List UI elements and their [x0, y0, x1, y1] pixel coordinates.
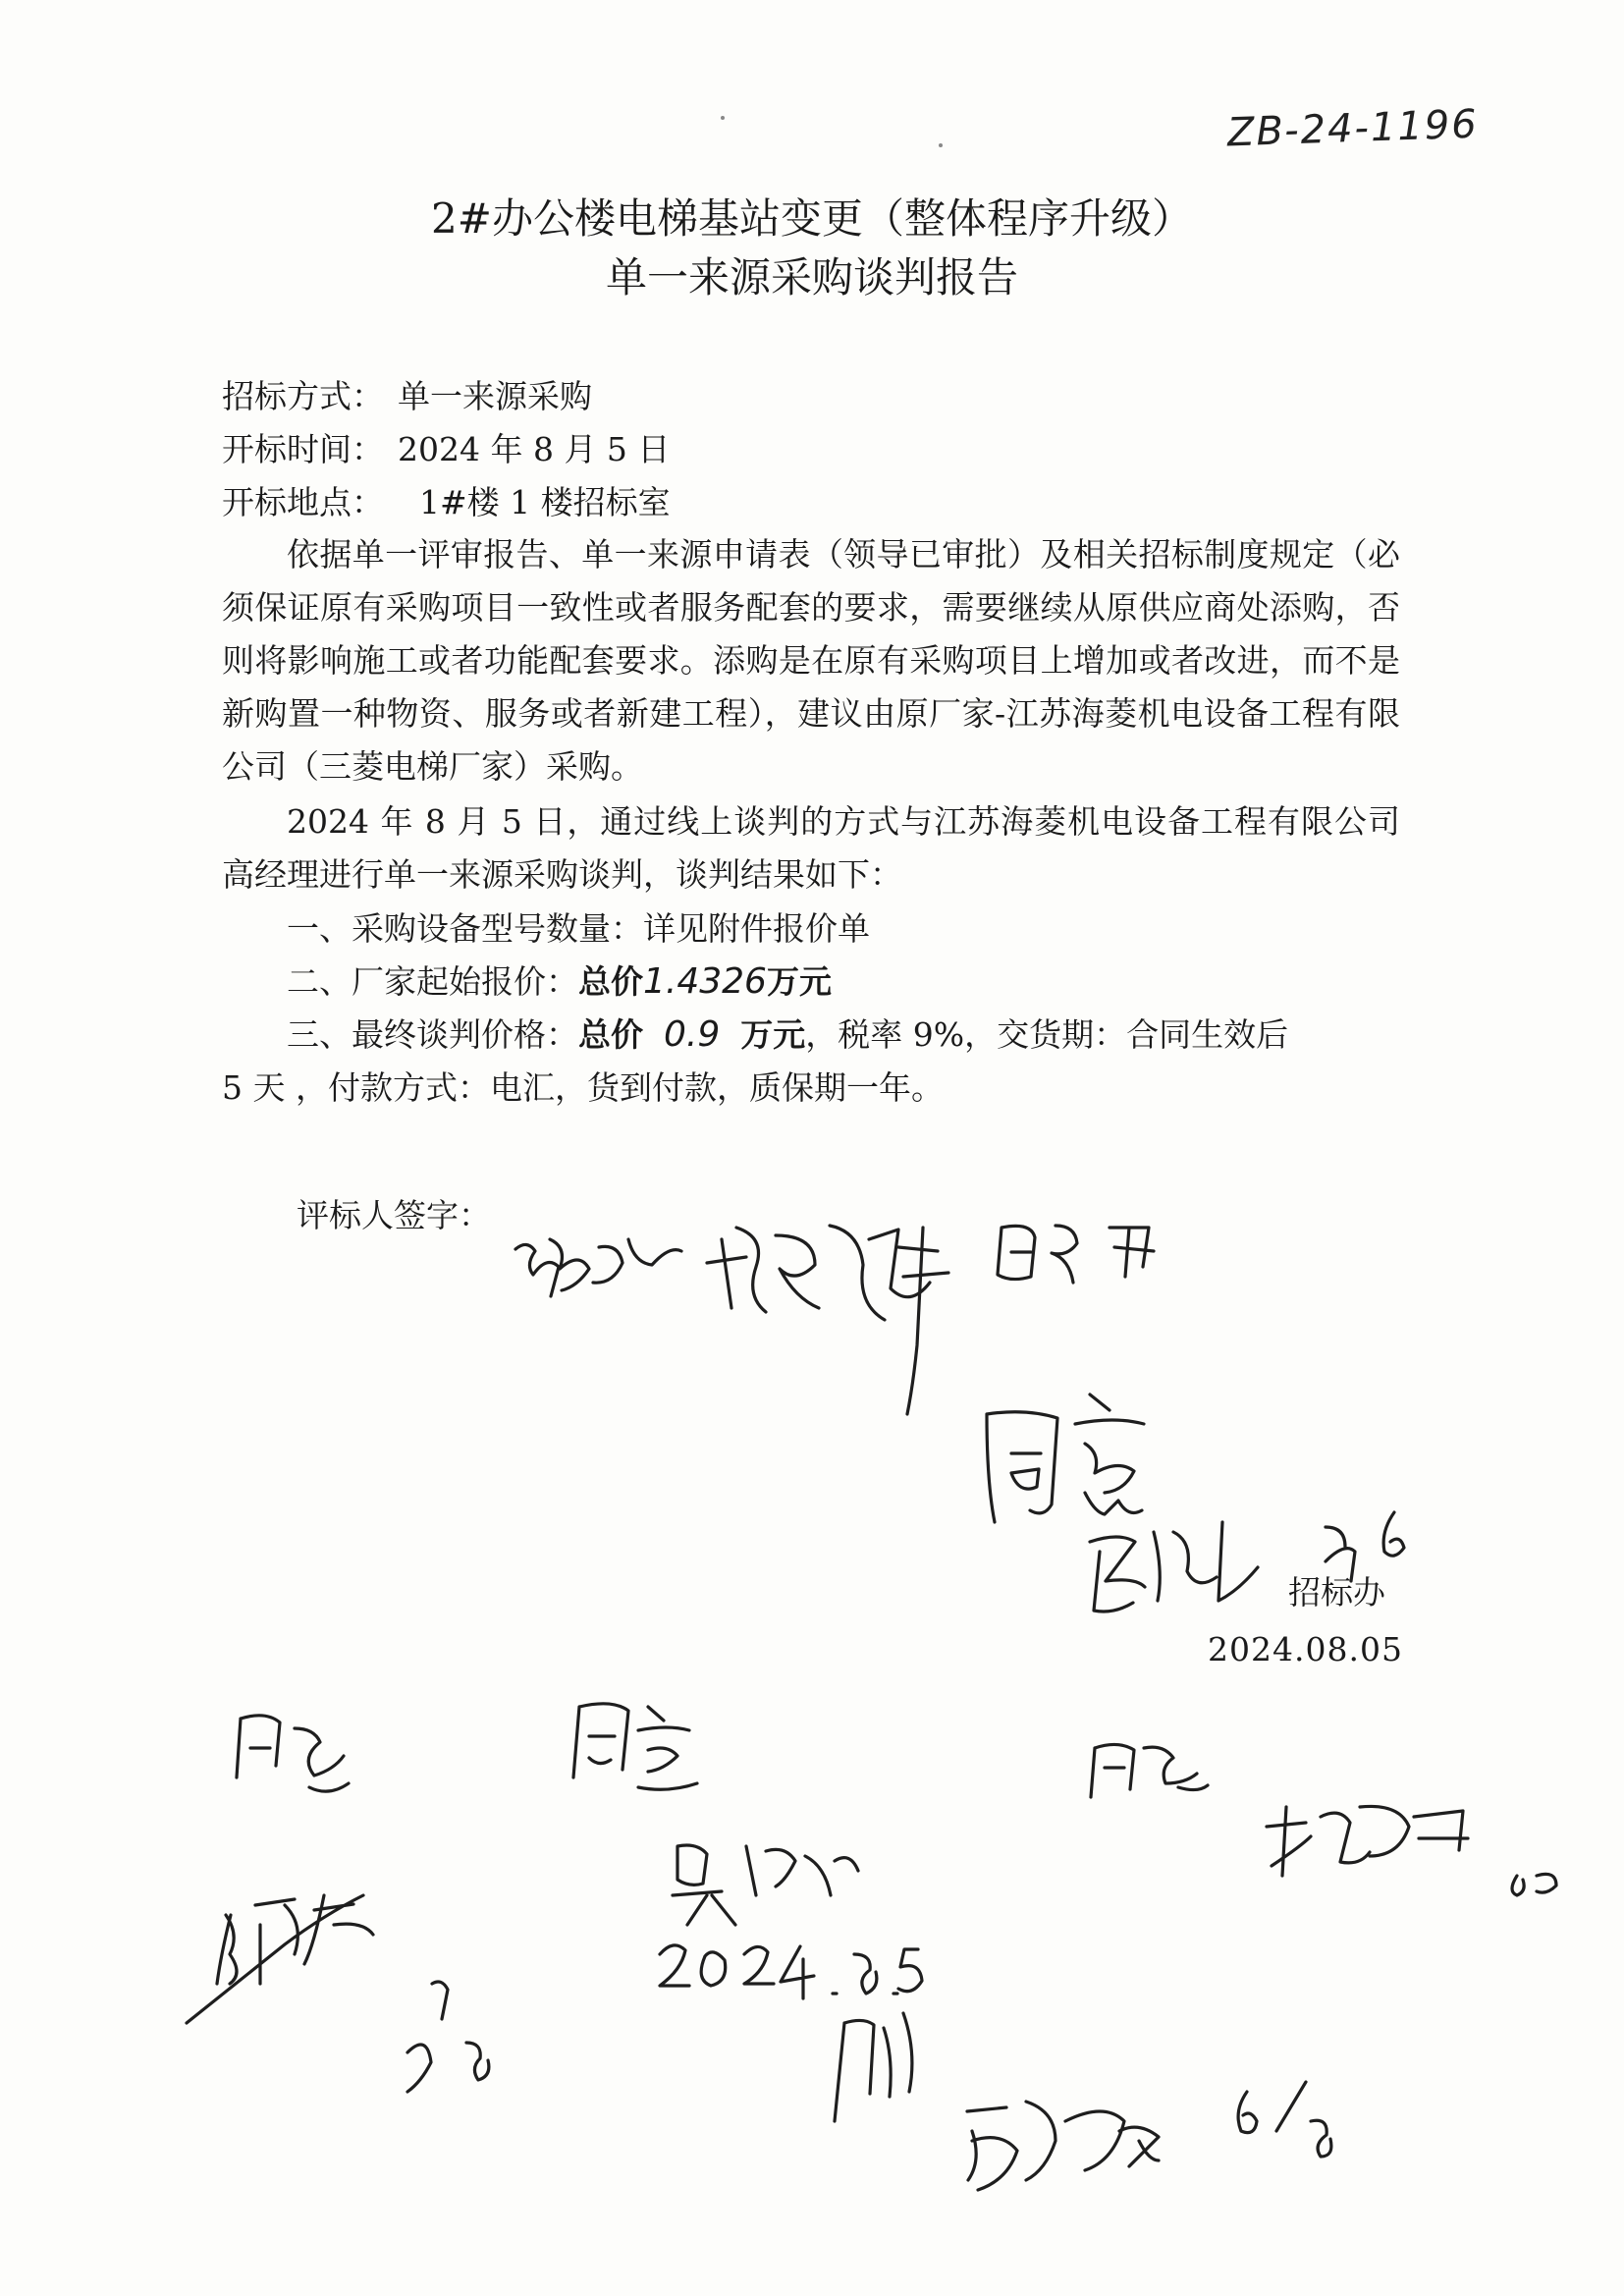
initial-quote-label: 二、厂家起始报价：: [287, 962, 578, 1001]
title-line-2: 单一来源采购谈判报告: [605, 253, 1018, 301]
initial-amount: 1.4326: [643, 961, 767, 1002]
signature-agree-2: [237, 1716, 349, 1791]
signature-5: [1267, 1806, 1556, 1895]
final-amount: 0.9: [663, 1014, 721, 1055]
method-label: 招标方式：: [222, 377, 384, 415]
place-label: 开标地点：: [222, 483, 384, 521]
signature-agree-3: [573, 1704, 697, 1789]
bidding-office-label: 招标办: [1288, 1573, 1385, 1612]
final-terms-line-2: 5 天 ，付款方式：电汇，货到付款，质保期一年。: [222, 1068, 944, 1107]
final-unit: 万元: [740, 1015, 806, 1054]
signature-6: [673, 1845, 858, 1925]
paragraph-negotiation: 2024 年 8 月 5 日，通过线上谈判的方式与江苏海菱机电设备工程有限公司高经理进行单一来源采购谈判，谈判结果如下：: [222, 802, 1400, 894]
bidding-office-date: 2024.08.05: [1208, 1630, 1403, 1668]
paragraph-basis: 依据单一评审报告、单一来源申请表（领导已审批）及相关招标制度规定（必须保证原有采购项目一致性或者服务配套的要求，需要继续从原供应商处添购，否则将影响施工或者功能配套要求。添购是在原有采购项目上增加或者改进，而不是新购置一种物资、服务或者新建工程），建议由原厂家-江苏海菱机电设备工程有限公司（三菱电梯厂家）采购。: [222, 535, 1400, 786]
signature-7: [187, 1895, 489, 2092]
final-total-label: 总价: [578, 1015, 643, 1054]
signature-4: [1090, 1512, 1404, 1612]
evaluator-signature-label: 评标人签字：: [297, 1196, 491, 1234]
signature-1: [515, 1239, 681, 1296]
title-line-1: 2#办公楼电梯基站变更（整体程序升级）: [431, 194, 1193, 243]
signature-8: [835, 2013, 912, 2121]
document-number: ZB-24-1196: [1226, 101, 1480, 156]
initial-total-label: 总价: [578, 962, 643, 1001]
signature-agree-4: [1091, 1744, 1208, 1797]
item-equipment: 一、采购设备型号数量：详见附件报价单: [287, 909, 870, 948]
handwritten-date: [660, 1945, 922, 1998]
time-label: 开标时间：: [222, 430, 384, 468]
signature-9: [967, 2082, 1331, 2190]
final-terms: ，税率 9%，交货期：合同生效后: [805, 1015, 1289, 1054]
signature-3: [998, 1226, 1154, 1283]
final-price-label: 三、最终谈判价格：: [287, 1015, 578, 1054]
time-value: 2024 年 8 月 5 日: [398, 430, 671, 468]
place-value: 1#楼 1 楼招标室: [419, 483, 671, 521]
method-value: 单一来源采购: [398, 377, 592, 415]
signature-agree-1: [987, 1394, 1144, 1522]
signature-2: [707, 1226, 948, 1414]
initial-unit: 万元: [766, 962, 832, 1001]
